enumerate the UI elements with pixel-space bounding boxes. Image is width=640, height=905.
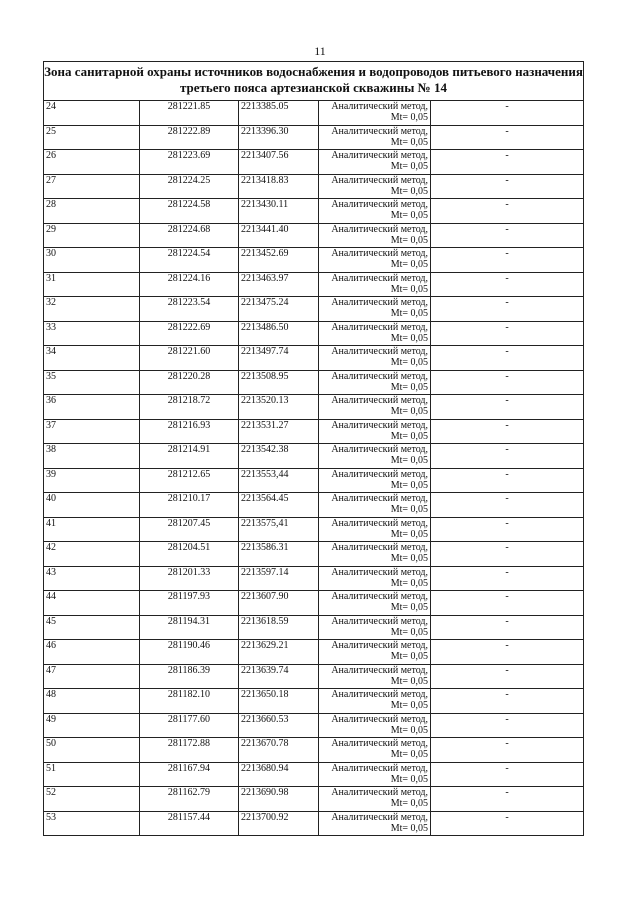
- method-label: Аналитический метод,: [331, 370, 428, 382]
- y-coordinate-cell: 2213486.50: [239, 321, 319, 346]
- method-cell: [319, 150, 431, 175]
- method-cell: [319, 713, 431, 738]
- point-number-cell: 26: [44, 150, 140, 175]
- x-coordinate-cell: 281172.88: [140, 738, 239, 763]
- y-coordinate-cell: 2213463.97: [239, 272, 319, 297]
- x-coordinate-cell: 281177.60: [140, 713, 239, 738]
- y-coordinate-cell: 2213690.98: [239, 787, 319, 812]
- method-cell: [319, 566, 431, 591]
- table-row: [44, 738, 584, 763]
- table-row: [44, 787, 584, 812]
- note-cell: -: [431, 517, 584, 542]
- table-row: [44, 223, 584, 248]
- point-number-cell: 38: [44, 444, 140, 469]
- x-coordinate-cell: 281210.17: [140, 493, 239, 518]
- x-coordinate-cell: 281224.16: [140, 272, 239, 297]
- method-cell: [319, 591, 431, 616]
- table-row: [44, 713, 584, 738]
- note-cell: -: [431, 370, 584, 395]
- method-label: Аналитический метод,: [331, 762, 428, 774]
- point-number-cell: 32: [44, 297, 140, 322]
- accuracy-value: Mt= 0,05: [390, 210, 428, 221]
- method-cell: [319, 738, 431, 763]
- x-coordinate-cell: 281222.69: [140, 321, 239, 346]
- point-number-cell: 40: [44, 493, 140, 518]
- table-title: Зона санитарной охраны источников водоснабжения и водопроводов питьевого назначения третьего пояса артезианской скважины № 14: [44, 62, 584, 101]
- note-cell: -: [431, 346, 584, 371]
- y-coordinate-cell: 2213629.21: [239, 640, 319, 665]
- method-cell: [319, 370, 431, 395]
- y-coordinate-cell: 2213618.59: [239, 615, 319, 640]
- accuracy-value: Mt= 0,05: [390, 822, 428, 834]
- accuracy-value: Mt= 0,05: [390, 749, 428, 760]
- table-row: [44, 689, 584, 714]
- method-label: Аналитический метод,: [331, 591, 428, 602]
- method-label: Аналитический метод,: [331, 811, 428, 823]
- point-number-cell: 49: [44, 713, 140, 738]
- y-coordinate-cell: 2213452.69: [239, 248, 319, 273]
- method-label: Аналитический метод,: [331, 297, 428, 308]
- y-coordinate-cell: 2213418.83: [239, 174, 319, 199]
- point-number-cell: 37: [44, 419, 140, 444]
- x-coordinate-cell: 281223.69: [140, 150, 239, 175]
- note-cell: -: [431, 738, 584, 763]
- method-cell: [319, 444, 431, 469]
- note-cell: -: [431, 689, 584, 714]
- accuracy-value: Mt= 0,05: [390, 430, 428, 442]
- table-row: [44, 370, 584, 395]
- table-body: [44, 62, 584, 836]
- method-label: Аналитический метод,: [331, 150, 428, 161]
- x-coordinate-cell: 281216.93: [140, 419, 239, 444]
- point-number-cell: 46: [44, 640, 140, 665]
- x-coordinate-cell: 281224.25: [140, 174, 239, 199]
- table-row: [44, 517, 584, 542]
- method-cell: [319, 248, 431, 273]
- note-cell: -: [431, 248, 584, 273]
- note-cell: -: [431, 199, 584, 224]
- y-coordinate-cell: 2213700.92: [239, 811, 319, 836]
- page-number: 11: [314, 44, 326, 58]
- method-label: Аналитический метод,: [331, 787, 428, 798]
- x-coordinate-cell: 281201.33: [140, 566, 239, 591]
- method-cell: [319, 395, 431, 420]
- method-cell: [319, 174, 431, 199]
- y-coordinate-cell: 2213531.27: [239, 419, 319, 444]
- point-number-cell: 34: [44, 346, 140, 371]
- y-coordinate-cell: 2213564.45: [239, 493, 319, 518]
- point-number-cell: 45: [44, 615, 140, 640]
- x-coordinate-cell: 281182.10: [140, 689, 239, 714]
- table-row: [44, 640, 584, 665]
- method-cell: [319, 615, 431, 640]
- method-label: Аналитический метод,: [331, 199, 428, 210]
- table-row: [44, 664, 584, 689]
- y-coordinate-cell: 2213650.18: [239, 689, 319, 714]
- method-label: Аналитический метод,: [331, 566, 428, 578]
- method-label: Аналитический метод,: [331, 615, 428, 627]
- accuracy-value: Mt= 0,05: [390, 651, 428, 662]
- table-row: [44, 150, 584, 175]
- y-coordinate-cell: 2213475.24: [239, 297, 319, 322]
- table-row: [44, 395, 584, 420]
- x-coordinate-cell: 281194.31: [140, 615, 239, 640]
- y-coordinate-cell: 2213597.14: [239, 566, 319, 591]
- note-cell: -: [431, 493, 584, 518]
- point-number-cell: 42: [44, 542, 140, 567]
- table-row: [44, 762, 584, 787]
- method-label: Аналитический метод,: [331, 468, 428, 480]
- table-row: [44, 566, 584, 591]
- note-cell: -: [431, 419, 584, 444]
- method-cell: [319, 125, 431, 150]
- point-number-cell: 39: [44, 468, 140, 493]
- x-coordinate-cell: 281186.39: [140, 664, 239, 689]
- note-cell: -: [431, 640, 584, 665]
- y-coordinate-cell: 2213441.40: [239, 223, 319, 248]
- accuracy-value: Mt= 0,05: [390, 308, 428, 319]
- method-label: Аналитический метод,: [331, 248, 428, 259]
- method-cell: [319, 762, 431, 787]
- note-cell: -: [431, 664, 584, 689]
- x-coordinate-cell: 281223.54: [140, 297, 239, 322]
- y-coordinate-cell: 2213553,44: [239, 468, 319, 493]
- note-cell: -: [431, 125, 584, 150]
- table-row: [44, 444, 584, 469]
- note-cell: -: [431, 174, 584, 199]
- note-cell: -: [431, 713, 584, 738]
- x-coordinate-cell: 281204.51: [140, 542, 239, 567]
- table-row: [44, 468, 584, 493]
- x-coordinate-cell: 281221.85: [140, 101, 239, 126]
- note-cell: -: [431, 101, 584, 126]
- accuracy-value: Mt= 0,05: [390, 528, 428, 540]
- accuracy-value: Mt= 0,05: [390, 234, 428, 246]
- method-label: Аналитический метод,: [331, 419, 428, 431]
- point-number-cell: 48: [44, 689, 140, 714]
- method-cell: [319, 493, 431, 518]
- y-coordinate-cell: 2213542.38: [239, 444, 319, 469]
- accuracy-value: Mt= 0,05: [390, 357, 428, 368]
- y-coordinate-cell: 2213680.94: [239, 762, 319, 787]
- point-number-cell: 27: [44, 174, 140, 199]
- note-cell: -: [431, 811, 584, 836]
- table-row: [44, 591, 584, 616]
- method-cell: [319, 468, 431, 493]
- point-number-cell: 25: [44, 125, 140, 150]
- y-coordinate-cell: 2213607.90: [239, 591, 319, 616]
- accuracy-value: Mt= 0,05: [390, 577, 428, 589]
- y-coordinate-cell: 2213396.30: [239, 125, 319, 150]
- accuracy-value: Mt= 0,05: [390, 798, 428, 809]
- method-cell: [319, 689, 431, 714]
- note-cell: -: [431, 223, 584, 248]
- note-cell: -: [431, 468, 584, 493]
- method-cell: [319, 419, 431, 444]
- x-coordinate-cell: 281190.46: [140, 640, 239, 665]
- method-label: Аналитический метод,: [331, 321, 428, 333]
- method-label: Аналитический метод,: [331, 101, 428, 112]
- method-label: Аналитический метод,: [331, 223, 428, 235]
- point-number-cell: 53: [44, 811, 140, 836]
- method-label: Аналитический метод,: [331, 689, 428, 700]
- method-cell: [319, 297, 431, 322]
- method-cell: [319, 321, 431, 346]
- title-row: [44, 62, 584, 101]
- accuracy-value: Mt= 0,05: [390, 406, 428, 417]
- table-row: [44, 101, 584, 126]
- x-coordinate-cell: 281207.45: [140, 517, 239, 542]
- x-coordinate-cell: 281218.72: [140, 395, 239, 420]
- point-number-cell: 24: [44, 101, 140, 126]
- accuracy-value: Mt= 0,05: [390, 161, 428, 172]
- note-cell: -: [431, 150, 584, 175]
- accuracy-value: Mt= 0,05: [390, 112, 428, 123]
- x-coordinate-cell: 281221.60: [140, 346, 239, 371]
- x-coordinate-cell: 281224.68: [140, 223, 239, 248]
- point-number-cell: 28: [44, 199, 140, 224]
- method-label: Аналитический метод,: [331, 664, 428, 676]
- accuracy-value: Mt= 0,05: [390, 381, 428, 393]
- method-cell: [319, 346, 431, 371]
- x-coordinate-cell: 281220.28: [140, 370, 239, 395]
- accuracy-value: Mt= 0,05: [390, 479, 428, 491]
- method-label: Аналитический метод,: [331, 272, 428, 284]
- accuracy-value: Mt= 0,05: [390, 504, 428, 515]
- accuracy-value: Mt= 0,05: [390, 553, 428, 564]
- table-row: [44, 248, 584, 273]
- point-number-cell: 43: [44, 566, 140, 591]
- note-cell: -: [431, 321, 584, 346]
- accuracy-value: Mt= 0,05: [390, 724, 428, 736]
- note-cell: -: [431, 444, 584, 469]
- y-coordinate-cell: 2213670.78: [239, 738, 319, 763]
- note-cell: -: [431, 787, 584, 812]
- method-label: Аналитический метод,: [331, 493, 428, 504]
- table-row: [44, 615, 584, 640]
- x-coordinate-cell: 281157.44: [140, 811, 239, 836]
- x-coordinate-cell: 281167.94: [140, 762, 239, 787]
- table-row: [44, 174, 584, 199]
- note-cell: -: [431, 395, 584, 420]
- note-cell: -: [431, 542, 584, 567]
- y-coordinate-cell: 2213586.31: [239, 542, 319, 567]
- point-number-cell: 31: [44, 272, 140, 297]
- method-label: Аналитический метод,: [331, 517, 428, 529]
- table-row: [44, 199, 584, 224]
- method-label: Аналитический метод,: [331, 174, 428, 186]
- note-cell: -: [431, 297, 584, 322]
- x-coordinate-cell: 281224.54: [140, 248, 239, 273]
- y-coordinate-cell: 2213660.53: [239, 713, 319, 738]
- point-number-cell: 29: [44, 223, 140, 248]
- accuracy-value: Mt= 0,05: [390, 602, 428, 613]
- method-cell: [319, 640, 431, 665]
- x-coordinate-cell: 281162.79: [140, 787, 239, 812]
- point-number-cell: 44: [44, 591, 140, 616]
- point-number-cell: 33: [44, 321, 140, 346]
- table-row: [44, 419, 584, 444]
- point-number-cell: 52: [44, 787, 140, 812]
- accuracy-value: Mt= 0,05: [390, 332, 428, 344]
- method-cell: [319, 664, 431, 689]
- accuracy-value: Mt= 0,05: [390, 773, 428, 785]
- method-label: Аналитический метод,: [331, 640, 428, 651]
- accuracy-value: Mt= 0,05: [390, 675, 428, 687]
- accuracy-value: Mt= 0,05: [390, 626, 428, 638]
- method-cell: [319, 101, 431, 126]
- method-cell: [319, 811, 431, 836]
- y-coordinate-cell: 2213497.74: [239, 346, 319, 371]
- method-cell: [319, 223, 431, 248]
- method-cell: [319, 199, 431, 224]
- y-coordinate-cell: 2213407.56: [239, 150, 319, 175]
- y-coordinate-cell: 2213430.11: [239, 199, 319, 224]
- method-label: Аналитический метод,: [331, 395, 428, 406]
- note-cell: -: [431, 566, 584, 591]
- note-cell: -: [431, 591, 584, 616]
- point-number-cell: 41: [44, 517, 140, 542]
- x-coordinate-cell: 281197.93: [140, 591, 239, 616]
- method-label: Аналитический метод,: [331, 738, 428, 749]
- note-cell: -: [431, 762, 584, 787]
- method-cell: [319, 542, 431, 567]
- table-row: [44, 811, 584, 836]
- x-coordinate-cell: 281212.65: [140, 468, 239, 493]
- point-number-cell: 47: [44, 664, 140, 689]
- note-cell: -: [431, 615, 584, 640]
- method-cell: [319, 272, 431, 297]
- point-number-cell: 35: [44, 370, 140, 395]
- x-coordinate-cell: 281224.58: [140, 199, 239, 224]
- method-cell: [319, 787, 431, 812]
- table-row: [44, 346, 584, 371]
- coordinates-table: [43, 61, 584, 836]
- table-row: [44, 321, 584, 346]
- accuracy-value: Mt= 0,05: [390, 185, 428, 197]
- accuracy-value: Mt= 0,05: [390, 136, 428, 148]
- accuracy-value: Mt= 0,05: [390, 283, 428, 295]
- point-number-cell: 50: [44, 738, 140, 763]
- table-row: [44, 542, 584, 567]
- method-label: Аналитический метод,: [331, 444, 428, 455]
- point-number-cell: 30: [44, 248, 140, 273]
- table-row: [44, 297, 584, 322]
- point-number-cell: 36: [44, 395, 140, 420]
- method-label: Аналитический метод,: [331, 713, 428, 725]
- accuracy-value: Mt= 0,05: [390, 700, 428, 711]
- table-row: [44, 493, 584, 518]
- y-coordinate-cell: 2213575,41: [239, 517, 319, 542]
- y-coordinate-cell: 2213639.74: [239, 664, 319, 689]
- note-cell: -: [431, 272, 584, 297]
- y-coordinate-cell: 2213508.95: [239, 370, 319, 395]
- method-label: Аналитический метод,: [331, 125, 428, 137]
- accuracy-value: Mt= 0,05: [390, 455, 428, 466]
- x-coordinate-cell: 281214.91: [140, 444, 239, 469]
- method-cell: [319, 517, 431, 542]
- point-number-cell: 51: [44, 762, 140, 787]
- accuracy-value: Mt= 0,05: [390, 259, 428, 270]
- method-label: Аналитический метод,: [331, 542, 428, 553]
- table-row: [44, 125, 584, 150]
- y-coordinate-cell: 2213520.13: [239, 395, 319, 420]
- table-row: [44, 272, 584, 297]
- x-coordinate-cell: 281222.89: [140, 125, 239, 150]
- y-coordinate-cell: 2213385.05: [239, 101, 319, 126]
- method-label: Аналитический метод,: [331, 346, 428, 357]
